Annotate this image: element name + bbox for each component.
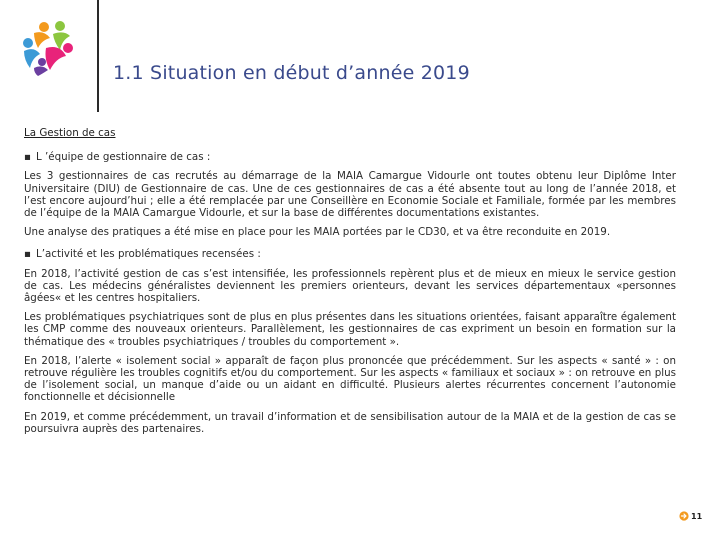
square-bullet-icon: ▪ [24, 248, 31, 261]
page-number: 11 [691, 511, 703, 521]
paragraph: Une analyse des pratiques a été mise en place pour les MAIA portées par le CD30, et va être reconduite en 2019. [24, 226, 611, 239]
bullet-text: L’activité et les problématiques recensées : [35, 248, 261, 261]
page-indicator [679, 511, 702, 521]
title-divider [97, 0, 99, 112]
bullet-item [24, 248, 676, 260]
bullet-text: L ’équipe de gestionnaire de cas : [35, 151, 211, 164]
paragraph: En 2019, et comme précédemment, un travail d’information et de sensibilisation autour de la MAIA et de la gestion de cas se poursuivra auprès des partenaires. [24, 410, 676, 435]
paragraph: Les 3 gestionnaires de cas recrutés au démarrage de la MAIA Camargue Vidourle ont toutes obtenu leur Diplôme Inter Universitaire (DIU) de Gestionnaire de cas. Une de ces gestionnaires de cas a été absente tout au long de l’année 2018, et l’est encore aujourd’hui ; elle a été remplacée par une Conseillère en Economie Sociale et Familiale, formée par les membres de l’équipe de la MAIA Camargue Vidourle, et sur la base de différentes documentations existantes. [24, 170, 676, 220]
arrow-right-circle-icon [679, 511, 689, 521]
page-title: 1.1 Situation en début d’année 2019 [113, 62, 470, 84]
document-body [24, 127, 676, 442]
bullet-item [24, 151, 676, 163]
square-bullet-icon: ▪ [24, 151, 31, 164]
section-heading: La Gestion de cas [24, 127, 116, 139]
paragraph: En 2018, l’activité gestion de cas s’est intensifiée, les professionnels repèrent plus et de mieux en mieux le service gestion de cas. Les médecins généralistes deviennent les premiers orienteurs, devant les services départementaux «personnes âgées« et les centres hospitaliers. [24, 267, 676, 305]
paragraph: En 2018, l’alerte « isolement social » apparaît de façon plus prononcée que précédemment. Sur les aspects « santé » : on retrouve régulière les troubles cognitifs et/ou du comportement. Sur les aspects « familiaux et sociaux » : on retrouve en plus de l’isolement social, un manque d’aide ou un aidant en difficulté. Plusieurs alertes récurrentes concernent l’autonomie fonctionnelle et décisionnelle [24, 354, 676, 404]
paragraph: Les problématiques psychiatriques sont de plus en plus présentes dans les situations orientées, faisant apparaître également les CMP comme des nouveaux orienteurs. Parallèlement, les gestionnaires de cas expriment un besoin en formation sur la thématique des « troubles psychiatriques / troubles du comportement ». [24, 311, 676, 348]
colorful-people-logo [20, 18, 78, 76]
